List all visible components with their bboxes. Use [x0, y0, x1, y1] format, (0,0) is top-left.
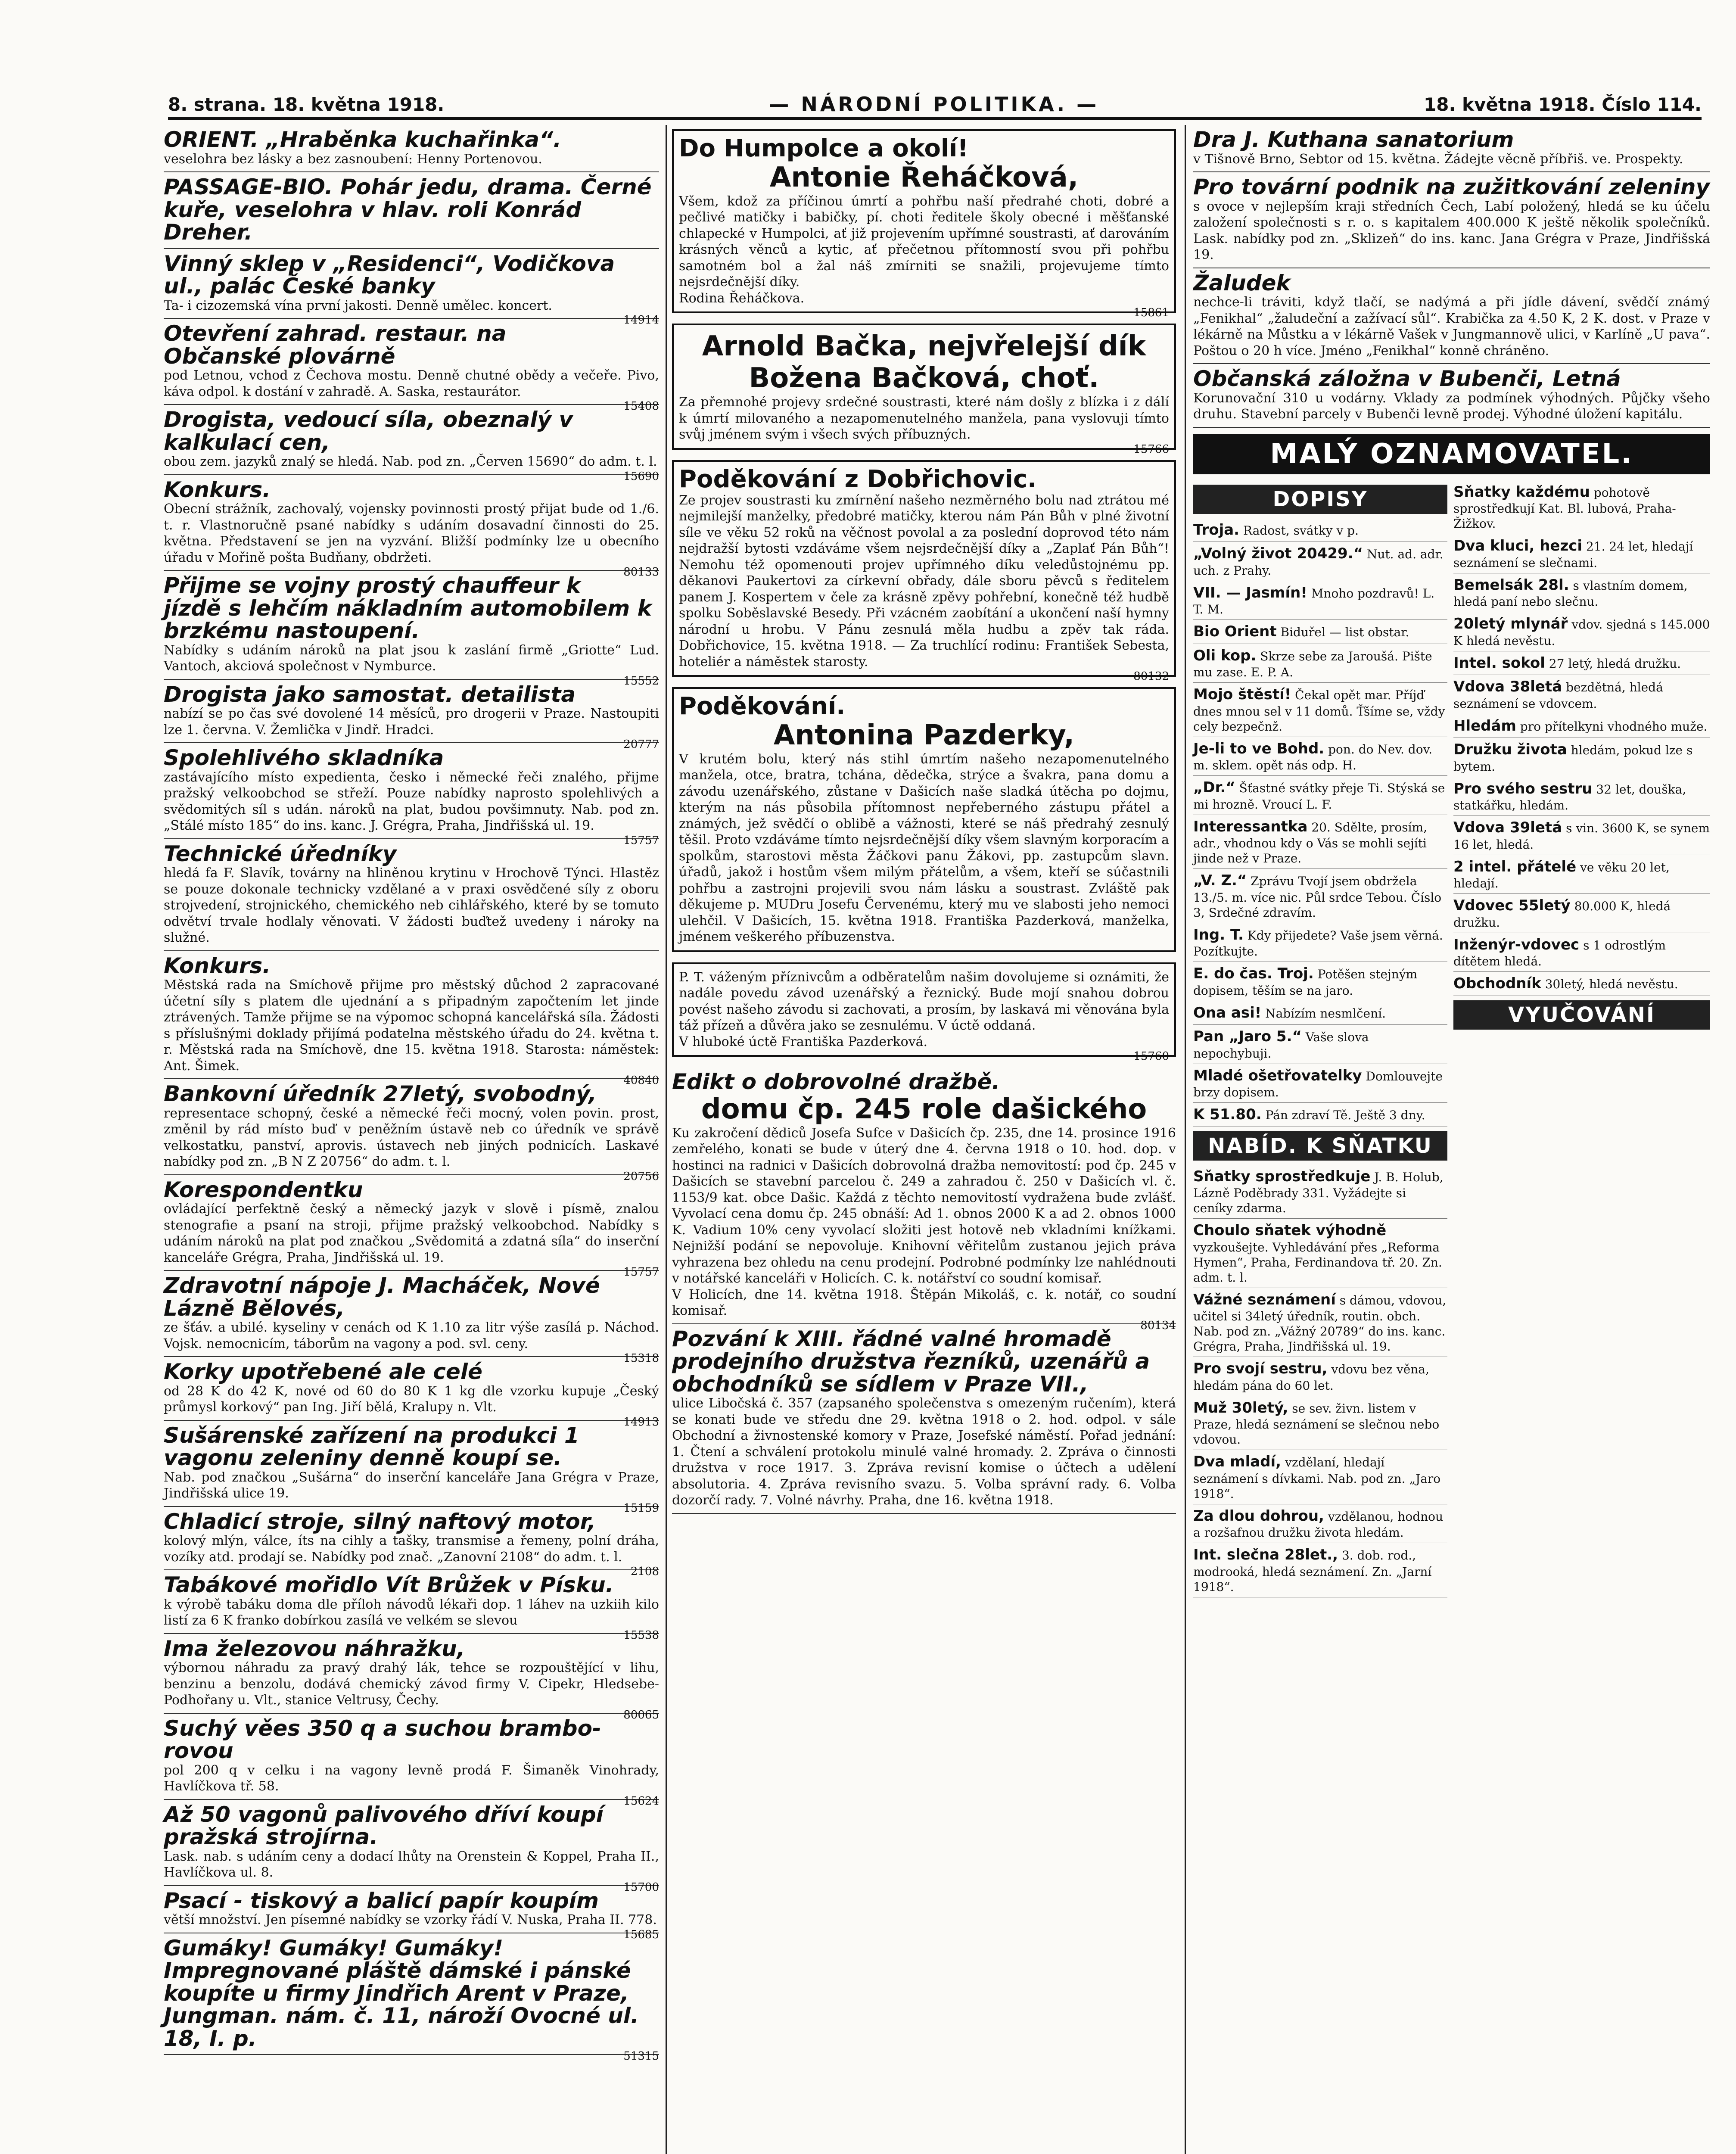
small-ad-label: Choulo sňatek výhodně: [1193, 1222, 1387, 1239]
column-1: [164, 125, 659, 2063]
small-ad-item: [1453, 480, 1710, 535]
small-ad-label: 2 intel. přátelé: [1453, 858, 1577, 875]
small-ad-item: [1193, 1543, 1447, 1597]
ad-heading: Dra J. Kuthana sanatorium: [1193, 127, 1514, 152]
small-ad-item: [1193, 1025, 1447, 1064]
ad-item: [672, 460, 1176, 683]
ad-body-text: Obecní strážník, zachovalý, vojensky povinnosti prostý přijat bude od 1./6. t. r. Vlastnoručně psané nabídky s udáním dosavadní činnosti do 25. května. Představení se jen na vyzvání. Bližší podmínky lze u obecního úřadu v Mořině pošta Budňany, obdržeti.: [164, 501, 659, 565]
ad-item: [164, 1634, 659, 1721]
ad-body-text: Lask. nab. s udáním ceny a dodací lhůty na Orenstein & Koppel, Praha II., Havlíčkova ul. 8.: [164, 1849, 659, 1880]
small-ad-label: Vdovec 55letý: [1453, 897, 1571, 914]
ad-heading: Pozvání k XIII. řádné valné hromadě prodejního družstva řezníků, uzenářů a obchodníků se sídlem v Praze VII.,: [672, 1326, 1150, 1397]
ad-heading: Pro tovární podnik na zužitkování zeleniny: [1193, 174, 1710, 199]
header-left: 8. strana. 18. května 1918.: [168, 93, 445, 115]
small-ad-item: [1193, 776, 1447, 815]
small-ad-item: [1453, 534, 1710, 573]
small-ad-item: [1193, 1064, 1447, 1103]
ad-heading: Ima železovou náhražku,: [164, 1636, 465, 1661]
ad-heading: Korky upotřebené ale celé: [164, 1359, 482, 1384]
ad-number: 15685: [623, 1928, 659, 1941]
dopisy-banner: DOPISY: [1193, 485, 1447, 514]
small-ad-item: [1453, 933, 1710, 972]
ad-item: [672, 1324, 1176, 1514]
small-ad-label: 20letý mlynář: [1453, 615, 1568, 632]
ad-number: 15861: [1133, 306, 1169, 320]
ad-heading: Žaludek: [1193, 270, 1291, 296]
ad-number: 40840: [623, 1074, 659, 1087]
small-ad-label: Družku života: [1453, 741, 1567, 758]
small-ad-text: se sev. živn. listem v Praze, hledá seznámení se slečnou nebo vdovou.: [1193, 1401, 1440, 1447]
small-ad-label: Intel. sokol: [1453, 654, 1545, 672]
small-ad-item: [1193, 962, 1447, 1001]
ad-heading: Chladicí stroje, silný naftový motor,: [164, 1509, 596, 1534]
small-ad-item: [1193, 1357, 1447, 1396]
small-ad-item: [1193, 1288, 1447, 1357]
small-ad-label: E. do čas. Troj.: [1193, 965, 1314, 982]
ad-number: 15766: [1133, 442, 1169, 456]
small-ad-label: Inženýr-vdovec: [1453, 936, 1580, 953]
small-ad-item: [1193, 737, 1447, 776]
small-ad-item: [1193, 1396, 1447, 1451]
small-ad-item: [1193, 581, 1447, 620]
small-ad-item: [1193, 869, 1447, 923]
small-ad-item: [1453, 738, 1710, 777]
ad-item: [164, 743, 659, 847]
dopisy-list: [1193, 518, 1447, 1127]
ad-heading: Korespondentku: [164, 1177, 363, 1202]
ad-item: [1193, 364, 1710, 428]
ad-body-text: s ovoce v nejlepším kraji středních Čech, Labí položený, hledá se ku účelu založení společnosti s r. o. s kapitalem 400.000 K ještě několik společníků. Lask. nabídky pod zn. „Sklizeň“ do ins. kanc. Jana Grégra v Praze, Jindřišská 19.: [1193, 199, 1710, 262]
small-ad-label: Oli kop.: [1193, 647, 1257, 664]
ad-number: 51315: [623, 2050, 659, 2063]
ad-body-text: od 28 K do 42 K, nové od 60 do 80 K 1 kg dle vzorku kupuje „Český průmysl korkový“ pan Ing. Jiří bělá, Kralupy n. Vlt.: [164, 1383, 659, 1415]
small-ad-item: [1453, 816, 1710, 855]
ad-heading: Bankovní úředník 27letý, svobodný,: [164, 1081, 597, 1106]
ad-item: [164, 125, 659, 172]
small-ad-label: K 51.80.: [1193, 1106, 1262, 1123]
small-ad-label: Je-li to ve Bohd.: [1193, 740, 1325, 757]
small-ad-text: Domlouvejte brzy dopisem.: [1193, 1069, 1443, 1099]
small-ad-text: 27 letý, hledá družku.: [1549, 656, 1681, 671]
small-ad-text: Pán zdraví Tě. Ještě 3 dny.: [1265, 1108, 1425, 1122]
ad-heading: Vinný sklep v „Residenci“, Vodičkova ul., palác České banky: [164, 251, 615, 299]
ad-number: 15690: [623, 470, 659, 483]
snatky-list: [1193, 1165, 1447, 1597]
column-rule-1: [666, 125, 667, 2154]
ad-item: [164, 1570, 659, 1642]
ad-number: 15757: [623, 1266, 659, 1279]
ad-body-text: výbornou náhradu za pravý drahý lák, tehce se rozpouštějící v lihu, benzinu a benzolu, dodává chemický závod firmy V. Cipekr, Hledsebe-Podhořany u. Vlt., stanice Veltrusy, Čechy.: [164, 1660, 659, 1708]
ad-heading: Drogista, vedoucí síla, obeznalý v kalkulací cen,: [164, 407, 573, 455]
ad-item: [164, 405, 659, 483]
small-ad-label: „V. Z.“: [1193, 872, 1247, 889]
ad-item: [672, 324, 1176, 456]
small-ad-label: Dva kluci, hezci: [1453, 537, 1583, 554]
small-ad-item: [1453, 714, 1710, 738]
ad-item: [164, 1886, 659, 1941]
ad-item: [164, 1271, 659, 1365]
ad-name-highlight: Antonina Pazderky,: [773, 719, 1075, 751]
ad-heading: Drogista jako samostat. detailista: [164, 682, 576, 707]
ad-item: [164, 1357, 659, 1429]
small-ad-label: Mladé ošetřovatelky: [1193, 1067, 1362, 1084]
small-ad-item: [1453, 972, 1710, 996]
small-ad-label: Za dlou dohrou,: [1193, 1507, 1324, 1525]
ad-body-text: Nab. pod značkou „Sušárna“ do inserční kanceláře Jana Grégra v Praze, Jindřišská ulice 19.: [164, 1469, 659, 1501]
small-ad-item: [1193, 683, 1447, 737]
small-ad-text: J. B. Holub, Lázně Poděbrady 331. Vyžádejte si ceníky zdarma.: [1193, 1170, 1444, 1215]
column-rule-2: [1185, 125, 1186, 2154]
small-ad-item: [1453, 612, 1710, 651]
ad-body-text: Ze projev soustrasti ku zmírnění našeho nezměrného bolu nad ztrátou mé nejmilejší manželky, předobré matičky, kterou nám Pán Bůh v plné životní síle ve věku 52 roků na věčnost povolal a za poslední doprovod této nám nejdražší bytosti vzdáváme všem nejsrdečnější díky a „Zaplať Pán Bůh“! Nemohu též opomenouti projev upřímného díku veledůstojnému pp. děkanovi Paukertovi za církevní obřady, dále sboru pěvců s ředitelem panem J. Kospertem v čele za krásně zpěvy pohřební, konečně též hudbě spolku Soběslavské Besedy. Při vzácném zaobítání a ukončení naší hymny národní u hrobu. V Pánu zesnulá měla hudbu a zpěv tak ráda. Dobřichovice, 15. května 1918. — Za truchlící rodinu: František Sebesta, hoteliér a náměstek starosty.: [679, 492, 1169, 669]
column-3: [1193, 125, 1710, 1597]
small-ad-text: s 1 odrostlým dítětem hledá.: [1453, 938, 1666, 968]
ad-number: 15757: [623, 834, 659, 847]
ad-number: 15408: [623, 400, 659, 413]
ad-number: 15700: [623, 1880, 659, 1894]
ad-body-text: větší množství. Jen písemné nabídky se vzorky řádí V. Nuska, Praha II. 778.: [164, 1912, 657, 1927]
small-ad-label: Muž 30letý,: [1193, 1399, 1288, 1416]
ad-body-text: pol 200 q v celku i na vagony levně prodá F. Šimaněk Vinohrady, Havlíčkova tř. 58.: [164, 1762, 659, 1794]
ad-heading: Zdravotní nápoje J. Macháček, Nové Lázně Bělovés,: [164, 1273, 600, 1321]
small-ad-text: Zprávu Tvojí jsem obdržela 13./5. m. více nic. Půl srdce Tebou. Číslo 3, Srdečné zdravím.: [1193, 874, 1442, 920]
small-ad-text: bezdětná, hledá seznámení se vdovcem.: [1453, 680, 1663, 711]
ad-body-text: nechce-li tráviti, když tlačí, se nadýmá a při jídle dávení, svědčí známý „Fenikhal“ „žaludeční a zažívací sůl“. Krabička za 4.50 K, 2 K. dost. v Praze v lékárně na Můstku a v lékárně Vašek v Jungmannově ulici, v Karlíně „U pava“. Poštou o 20 h více. Jméno „Fenikhal“ konně chráněno.: [1193, 295, 1710, 358]
column-3-top: [1193, 125, 1710, 428]
ad-body-text: veselohra bez lásky a bez zasnoubení: Henny Portenovou.: [164, 151, 542, 167]
header-center: — NÁRODNÍ POLITIKA. —: [769, 93, 1099, 116]
maly-oznamovatel-banner: MALÝ OZNAMOVATEL.: [1193, 434, 1710, 474]
ad-heading: Suchý věes 350 q a suchou brambo-rovou: [164, 1715, 601, 1763]
ad-body-text: pod Letnou, vchod z Čechova mostu. Denně chutné obědy a večeře. Pivo, káva odpol. k dostání v zahradě. A. Saska, restaurátor.: [164, 368, 659, 399]
small-ad-label: Vdova 39letá: [1453, 819, 1562, 836]
ad-heading: Konkurs.: [164, 953, 271, 978]
classified-right: [1453, 480, 1710, 1597]
ad-item: [164, 571, 659, 688]
small-ad-label: Int. slečna 28let.,: [1193, 1546, 1338, 1563]
small-ad-item: [1453, 675, 1710, 714]
classified-left: [1193, 480, 1447, 1597]
ad-body-text: kolový mlýn, válce, íts na cihly a tašky, transmise a řemeny, polní dráha, vozíky atd. prodají se. Nabídky pod znač. „Zanovní 2108“ do adm. t. l.: [164, 1533, 659, 1565]
small-ad-item: [1193, 1165, 1447, 1219]
classified-area: [1193, 480, 1710, 1597]
nabidky-k-snatku-banner: NABÍD. K SŇATKU: [1193, 1131, 1447, 1161]
ad-item: [1193, 172, 1710, 268]
ad-heading: Edikt o dobrovolné dražbě.: [672, 1069, 1000, 1095]
ad-number: 15760: [1133, 1050, 1169, 1063]
small-ad-text: vyzkoušejte. Vyhledávání přes „Reforma Hymen“, Praha, Ferdinandova tř. 20. Zn. adm. t. l.: [1193, 1240, 1442, 1285]
small-ad-text: 32 let, douška, statkářku, hledám.: [1453, 782, 1686, 812]
ad-signature: V hluboké úctě Františka Pazderková.: [679, 1034, 928, 1049]
small-ad-label: Troja.: [1193, 521, 1240, 538]
small-ad-item: [1453, 777, 1710, 816]
small-ad-label: Pan „Jaro 5.“: [1193, 1028, 1302, 1045]
ad-body-text: ze šťáv. a ubilé. kyseliny v cenách od K 1.10 za litr výše zasílá p. Náchod. Vojsk. nemocnicím, táborům na vagony a pod. svl. ceny.: [164, 1320, 659, 1351]
ad-heading: Tabákové mořidlo Vít Brůžek v Písku.: [164, 1572, 614, 1597]
ad-body-text: Za přemnohé projevy srdečné soustrasti, které nám došly z blízka i z dálí k úmrtí milovaného a nezapomenutelného manžela, pana vyslovuji tímto svůj jménem svým i všech svých příbuzných.: [679, 395, 1169, 442]
small-ad-item: [1453, 855, 1710, 894]
small-ad-text: 3. dob. rod., modrooká, hledá seznámení. Zn. „Jarní 1918“.: [1193, 1548, 1432, 1594]
small-ad-item: [1193, 518, 1447, 542]
small-ad-label: Vážné seznámení: [1193, 1291, 1336, 1308]
ad-heading: Gumáky! Gumáky! Gumáky! Impregnované pláště dámské i pánské koupíte u firmy Jindřich Arent v Praze, Jungman. nám. č. 11, nároží Ovocné ul. 18, I. p.: [164, 1935, 639, 2051]
ad-heading: Do Humpolce a okolí!: [679, 134, 968, 162]
ad-item: [164, 249, 659, 327]
ad-heading: Psací - tiskový a balicí papír koupím: [164, 1888, 599, 1913]
ad-name-highlight: Antonie Řeháčková,: [769, 161, 1079, 193]
small-ad-text: Šťastné svátky přeje Ti. Stýská se mi hrozně. Vroucí L. F.: [1193, 781, 1445, 812]
ad-body-text: obou zem. jazyků znalý se hledá. Nab. pod zn. „Červen 15690“ do adm. t. l.: [164, 454, 657, 469]
ad-item: [164, 680, 659, 751]
small-ad-item: [1453, 651, 1710, 675]
small-ad-text: s dámou, vdovou, učitel si 34letý úředník, routin. obch. Nab. pod zn. „Vážný 20789“ do ins. kanc. Grégra, Praha, Jindřišská ul. 19.: [1193, 1293, 1447, 1354]
ad-item: [164, 172, 659, 249]
ad-body-text: P. T. váženým příznivcům a odběratelům našim dovolujeme si oznámiti, že nadále povedu závod uzenářský a řeznický. Bude mojí snahou dobrou povést našeho závodu si zachovati, a prosím, by laskavá mi věnována byla táž přízeň a důvěra jako se zesnulému. V úctě oddaná.: [679, 969, 1169, 1033]
small-ad-item: [1193, 1219, 1447, 1288]
ad-item: [1193, 268, 1710, 364]
small-ad-text: vzdělaní, hledají seznámení s dívkami. Nab. pod zn. „Jaro 1918“.: [1193, 1455, 1441, 1501]
ad-body-text: hledá fa F. Slavík, továrny na hliněnou krytinu v Hrochově Týnci. Hlastěz se pouze dokonale technicky vzdělané a v praxi osvědčené síly z oboru strojvedení, strojnického, chemického neb cihlářského, které by se tomuto odvětví trvale hodlaly věnovati. V žádosti buďtež uvedeny i nároky na služné.: [164, 865, 659, 945]
small-ad-label: VII. — Jasmín!: [1193, 584, 1307, 601]
small-ad-text: Potěšen stejným dopisem, těším se na jaro.: [1193, 967, 1418, 998]
small-ad-text: Kdy přijedete? Vaše jsem věrná. Pozítkujte.: [1193, 928, 1443, 959]
ad-item: [672, 1067, 1176, 1332]
ad-number: 2108: [630, 1565, 659, 1578]
small-ad-label: Pro svého sestru: [1453, 780, 1593, 797]
ad-item: [164, 1714, 659, 1808]
ad-number: 80134: [1140, 1319, 1176, 1332]
column-2: [672, 125, 1176, 1514]
ad-item: [164, 1079, 659, 1183]
small-ad-text: 21. 24 let, hledají seznámení se slečnami.: [1453, 539, 1693, 570]
ad-body-text: Ku zakročení dědiců Josefa Sufce v Dašicích čp. 235, dne 14. prosince 1916 zemřelého, konati se bude v úterý dne 4. června 1918 o 10. hod. dop. v hostinci na radnici v Dašicích dobrovolná dražba nemovitostí: pod čp. 245 v Dašicích se stavební parcelou č. 249 a zahradou č. 250 v Dašicích vl. č. 1153/9 kat. obce Dašic. Každá z těchto nemovitostí vydražena bude zvlášť. Vyvolací cena domu čp. 245 obnáší: Ad 1. obnos 2000 K a ad 2. obnos 1000 K. Vadium 10% ceny vyvolací složiti jest hotově neb vkladními knížkami. Nejnižší podání se nepovoluje. Knihovní věřitelům zustanou jejich práva vyhrazena bez ohledu na cenu prodejní. Podrobné podmínky lze nahlédnouti v notářské kanceláři v Holicích. C. k. notářství co soudní komisař.: [672, 1125, 1176, 1286]
small-ad-item: [1193, 923, 1447, 962]
ad-heading: Sušárenské zařízení na produkci 1 vagonu zeleniny denně koupí se.: [164, 1423, 579, 1470]
ad-item: [164, 1507, 659, 1578]
ad-body-text: zastávajícího místo expedienta, česko i německé řeči znalého, přijme pražský velkoobchod se střeží. Pouze nabídky naprosto spolehlivých a svědomitých síl s udán. nároků na plat, budou povšimnuty. Nab. pod zn. „Stálé místo 185“ do ins. kanc. J. Grégra, Praha, Jindřišská ul. 19.: [164, 769, 659, 833]
small-ad-label: „Dr.“: [1193, 779, 1235, 796]
ad-item: [672, 129, 1176, 320]
small-ad-item: [1193, 1504, 1447, 1544]
small-ad-label: Interessantka: [1193, 818, 1308, 835]
small-ad-label: Obchodník: [1453, 975, 1541, 992]
ad-item: [164, 839, 659, 951]
small-ad-item: [1193, 542, 1447, 581]
snatky-right-list: [1453, 480, 1710, 996]
ad-body-text: V krutém bolu, který nás stihl úmrtím našeho nezapomenutelného manžela, otce, bratra, tchána, dědečka, strýce a švakra, pana domu a závodu uzenářského, zůstane v Dašicích naše sladká útěcha po dojmu, kterým na nás působila přítomnost nepřeberného zástupu přátel a známých, jež svědčí o oblibě a vážnosti, které se náš předrahý zesnulý těšil. Proto vzdáváme tímto nejsrdečnější díky všem slavným korporacím a spolkům, starostovi města Žáčkovi panu Žákovi, pp. zastupcům slavn. úřadů, jakož i hostům všem milým přátelům, a všem, kteří se súčastnili pohřbu a zastrojni projevili svou nám lásku a soustrast. Zvláště pak děkujeme p. MUDru Josefu Červenému, který mu ve slabosti jeho nemoci ulehčil. V Dašicích, 15. května 1918. Františka Pazderková, manželka, jménem veškerého příbuzenstva.: [679, 751, 1169, 945]
ad-body-text: ulice Libočská č. 357 (zapsaného společenstva s omezeným ručením), která se konati bude ve středu dne 29. května 1918 o 2. hod. odpol. v sále Obchodní a živnostenské komory v Praze, Josefské náměstí. Pořad jednání: 1. Čtení a schválení protokolu minulé valné hromady. 2. Zpráva o činnosti družstva v roce 1917. 3. Zpráva revisní komise o účtech a udělení absolutoria. 4. Zpráva revisního svazu. 5. Volba správní rady. 6. Volba dozorčí rady. 7. Volné návrhy. Praha, dne 16. května 1918.: [672, 1396, 1176, 1508]
small-ad-text: Biduřel — list obstar.: [1280, 625, 1409, 639]
ad-heading: PASSAGE-BIO. Pohár jedu, drama. Černé kuře, veselohra v hlav. roli Konrád Dreher.: [164, 174, 652, 245]
small-ad-text: hledám, pokud lze s bytem.: [1453, 743, 1693, 774]
ad-number: 20777: [623, 738, 659, 751]
small-ad-text: 20. Sdělte, prosím, adr., vhodnou kdy o Vás se mohli sejíti jinde než v Praze.: [1193, 820, 1427, 865]
small-ad-label: „Volný život 20429.“: [1193, 545, 1363, 562]
small-ad-text: pro přítelkyni vhodného muže.: [1520, 719, 1708, 734]
small-ad-label: Mojo štěstí!: [1193, 686, 1291, 703]
ad-body-text: Městská rada na Smíchově přijme pro městský důchod 2 zapracované účetní síly s platem dle ujednání a s připadným započtením let jinde ztrávených. Tamže přijme se na výpomoc schopná kancelářská síla. Žádosti s příslušnými doklady přijímá podatelna městského úřadu do 24. května t. r. Městská rada na Smíchově, dne 15. května 1918. Starosta: náměstek: Ant. Šimek.: [164, 977, 659, 1074]
ad-heading: Přijme se vojny prostý chauffeur k jízdě s lehčím nákladním automobilem k brzkému nastoupení.: [164, 573, 652, 643]
small-ad-label: Ing. T.: [1193, 926, 1244, 943]
ad-heading: Poděkování z Dobřichovic.: [679, 465, 1037, 493]
vyucovani-banner: VYUČOVÁNÍ: [1453, 1000, 1710, 1030]
ad-number: 14914: [623, 314, 659, 327]
ad-signature: V Holicích, dne 14. května 1918. Štěpán Mikoláš, c. k. notář, co soudní komisař.: [672, 1287, 1176, 1319]
small-ad-label: Sňatky každému: [1453, 483, 1590, 501]
small-ad-text: vdovu bez věna, hledám pána do 60 let.: [1193, 1362, 1429, 1393]
small-ad-text: s vlastním domem, hledá paní nebo slečnu.: [1453, 578, 1688, 609]
small-ad-text: vdov. sjedná s 145.000 K hledá nevěstu.: [1453, 617, 1710, 648]
ad-number: 80133: [623, 566, 659, 579]
ad-body-text: v Tišnově Brno, Sebtor od 15. května. Žádejte věcně příbřiš. ve. Prospekty.: [1193, 151, 1683, 167]
small-ad-label: Sňatky sprostředkuje: [1193, 1167, 1371, 1185]
small-ad-text: Vaše slova nepochybuji.: [1193, 1030, 1369, 1061]
ad-body-text: Všem, kdož za příčinou úmrtí a pohřbu naší předrahé choti, dobré a pečlivé matičky i babičky, pí. choti ředitele školy obecné i měšťanské chlapecké v Humpolci, ať již projevením upřímné soustrasti, ať darováním krásných věnců a kytic, ať přečetnou přítomností svou při pohřbu samotném bol a žal náš zmírniti se snažili, projevujeme tímto nejsrdečnější díky.: [679, 193, 1169, 290]
small-ad-label: Dva mladí,: [1193, 1453, 1282, 1470]
small-ad-text: pohotově sprostředkují Kat. Bl. lubová, Praha-Žižkov.: [1453, 485, 1676, 531]
ad-body-text: Korunovační 310 u vodárny. Vklady za podmínek výhodných. Půjčky všeho druhu. Stavební parcely v Bubenči levně prodej. Výhodné úložení kapitálu.: [1193, 390, 1710, 422]
ad-number: 15318: [623, 1352, 659, 1365]
small-ad-item: [1193, 644, 1447, 683]
small-ad-text: Nabízím nesmlčení.: [1265, 1006, 1386, 1021]
small-ad-item: [1193, 620, 1447, 644]
small-ad-item: [1193, 1103, 1447, 1127]
small-ad-text: Mnoho pozdravů! L. T. M.: [1193, 586, 1435, 616]
small-ad-item: [1193, 1001, 1447, 1025]
ad-heading: Poděkování.: [679, 692, 846, 721]
small-ad-item: [1193, 1450, 1447, 1504]
ad-body-text: nabízí se po čas své dovolené 14 měsíců, pro drogerii v Praze. Nastoupiti lze 1. června. V. Žemlička v Jindř. Hradci.: [164, 706, 659, 738]
small-ad-label: Hledám: [1453, 717, 1516, 735]
ad-heading: Občanská záložna v Bubenči, Letná: [1193, 366, 1621, 391]
small-ad-item: [1453, 894, 1710, 933]
ad-name-highlight: domu čp. 245 role dašického: [701, 1093, 1147, 1125]
small-ad-text: ve věku 20 let, hledají.: [1453, 860, 1670, 890]
ad-number: 15159: [623, 1501, 659, 1515]
small-ad-label: Bio Orient: [1193, 623, 1277, 640]
ad-item: [164, 1421, 659, 1515]
ad-heading: Konkurs.: [164, 477, 271, 502]
ad-name-highlight: Arnold Bačka, nejvřelejší dík Božena Bačková, choť.: [702, 330, 1146, 395]
ad-heading: Technické úředníky: [164, 841, 397, 866]
ad-number: 20756: [623, 1170, 659, 1183]
ad-number: 15624: [623, 1794, 659, 1808]
ad-number: 15538: [623, 1628, 659, 1642]
ad-number: 15552: [623, 674, 659, 688]
small-ad-label: Vdova 38letá: [1453, 678, 1562, 695]
ad-item: [164, 1800, 659, 1894]
ad-number: 14913: [623, 1415, 659, 1429]
ad-item: [164, 319, 659, 413]
ad-item: [1193, 125, 1710, 172]
small-ad-text: vzdělanou, hodnou a rozšafnou družku života hledám.: [1193, 1509, 1444, 1540]
small-ad-text: Nut. ad. adr. uch. z Prahy.: [1193, 547, 1444, 578]
page-header: [168, 91, 1702, 120]
ad-item: [672, 687, 1176, 952]
ad-body-text: k výrobě tabáku doma dle příloh návodů lékaři dop. 1 láhev na uzkiih kilo listí za 6 K franko dobírkou zasílá ve velkém se slevou: [164, 1597, 659, 1628]
ad-heading: ORIENT. „Hraběnka kuchařinka“.: [164, 127, 562, 152]
small-ad-text: Skrze sebe za Jaroušá. Pište mu zase. E. P. A.: [1193, 649, 1432, 679]
ad-body-text: Ta- i cizozemská vína první jakosti. Denně umělec. koncert.: [164, 298, 552, 313]
ad-heading: Spolehlivého skladníka: [164, 745, 444, 770]
small-ad-text: Čekal opět mar. Příjď dnes mnou sel v 11 domů. Ťšíme se, vždy cely bezpečnž.: [1193, 688, 1445, 734]
small-ad-label: Pro svojí sestru,: [1193, 1360, 1328, 1377]
small-ad-text: Radost, svátky v p.: [1243, 523, 1359, 538]
header-right: 18. května 1918. Číslo 114.: [1424, 93, 1702, 115]
small-ad-item: [1453, 573, 1710, 613]
ad-body-text: ovládající perfektně český a německý jazyk v slově i písmě, znalou stenografie a psaní na stroji, přijme pražský velkoobchod. Nabídky s udáním nároků na plat pod značkou „Svědomitá a zdatná síla“ do inserční kanceláře Grégra, Praha, Jindřišská ul. 19.: [164, 1202, 659, 1265]
small-ad-text: 30letý, hledá nevěstu.: [1545, 977, 1678, 991]
ad-number: 80132: [1133, 670, 1169, 683]
ad-item: [164, 951, 659, 1087]
small-ad-text: s vin. 3600 K, se synem 16 let, hledá.: [1453, 821, 1710, 852]
ad-signature: Rodina Řeháčkova.: [679, 290, 805, 306]
ad-body-text: representace schopný, české a německé řeči mocný, volen povin. prost, změnil by rád místo buď v peněžním ústavě neb co úředník ve správě velkostatku, panství, aprovis. ústavech neb jiných podnicích. Laskavé nabídky pod zn. „B N Z 20756“ do adm. t. l.: [164, 1105, 659, 1169]
small-ad-label: Ona asi!: [1193, 1004, 1262, 1021]
ad-heading: Až 50 vagonů palivového dříví koupí pražská strojírna.: [164, 1802, 604, 1849]
ad-item: [672, 962, 1176, 1063]
ad-item: [164, 1933, 659, 2063]
small-ad-text: pon. do Nev. dov. m. sklem. opět nás odp. H.: [1193, 742, 1432, 772]
small-ad-text: 80.000 K, hledá družku.: [1453, 899, 1671, 930]
ad-item: [164, 475, 659, 579]
ad-item: [164, 1175, 659, 1279]
ad-body-text: Nabídky s udáním nároků na plat jsou k zaslání firmě „Griotte“ Lud. Vantoch, akciová společnost v Nymburce.: [164, 642, 659, 674]
small-ad-label: Bemelsák 28l.: [1453, 576, 1569, 594]
ad-heading: Otevření zahrad. restaur. na Občanské plovárně: [164, 321, 507, 369]
small-ad-item: [1193, 815, 1447, 869]
ad-number: 80065: [623, 1708, 659, 1721]
